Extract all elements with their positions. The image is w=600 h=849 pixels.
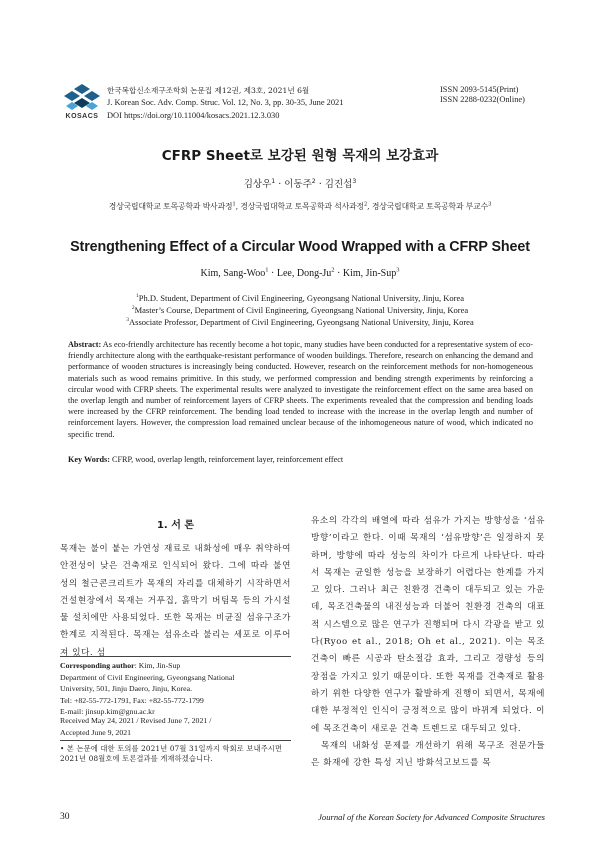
corr-name: : Kim, Jin-Sup xyxy=(134,661,181,670)
affiliations-korean xyxy=(0,201,600,212)
section-heading: 1. 서 론 xyxy=(156,520,195,531)
issn-online: ISSN 2288-0232(Online) xyxy=(440,94,525,104)
affil-en-2: Master’s Course, Department of Civil Engineering, Gyeongsang National University, Jinju, Korea xyxy=(134,305,469,315)
author-2-sup: 2 xyxy=(311,177,316,185)
author-3-sup: 3 xyxy=(352,177,357,185)
affil-ko-2: , 경상국립대학교 토목공학과 석사과정 xyxy=(235,202,364,211)
keywords xyxy=(68,455,533,464)
corr-line: Tel: +82-55-772-1791, Fax: +82-55-772-1799 xyxy=(60,695,204,705)
author-en-2-sup: 2 xyxy=(331,266,335,274)
author-1: 김상우 xyxy=(243,179,272,190)
author-sep: · xyxy=(334,268,343,279)
issn-block xyxy=(440,85,525,104)
abstract xyxy=(68,339,533,440)
body-text-right xyxy=(311,513,545,772)
issn-print: ISSN 2093-5145(Print) xyxy=(440,85,519,94)
abstract-label: Abstract: xyxy=(68,340,102,349)
keywords-label: Key Words: xyxy=(68,455,110,464)
affil-ko-3-sup: 3 xyxy=(488,201,492,208)
title-korean: CFRP Sheet로 보강된 원형 목재의 보강효과 xyxy=(161,148,439,164)
journal-citation xyxy=(107,85,343,122)
doi: DOI https://doi.org/10.11004/kosacs.2021.12.3.030 xyxy=(107,110,280,120)
affil-en-line xyxy=(0,304,600,316)
discussion-note: • 본 논문에 대한 토의를 2021년 07월 31일까지 학회로 보내주시면 2021년 08월호에 토론결과를 게재하겠습니다. xyxy=(60,744,283,764)
corresponding-author xyxy=(60,660,291,718)
affil-en-1: Ph.D. Student, Department of Civil Engineering, Gyeongsang National University, Jinju, Korea xyxy=(138,293,464,303)
accepted-line: Accepted June 9, 2021 xyxy=(60,727,132,737)
affil-en-line xyxy=(0,292,600,304)
author-sep: · xyxy=(268,268,277,279)
received-line: Received May 24, 2021 / Revised June 7, 2021 / xyxy=(60,716,212,725)
affil-en-1-sup: 1 xyxy=(136,293,139,300)
corr-header xyxy=(60,660,291,672)
author-1-sup: 1 xyxy=(271,177,276,185)
note-divider xyxy=(60,740,291,741)
affil-ko-1: 경상국립대학교 토목공학과 박사과정 xyxy=(108,202,233,211)
logo-text: KOSACS xyxy=(65,113,99,120)
received-dates xyxy=(60,715,291,738)
body-text-left: 목재는 불이 붙는 가연성 재료로 내화성에 매우 취약하여 안전성이 낮은 건축재로 인식되어 왔다. 그에 따라 불연성의 철근콘크리트가 목재의 자리를 대체하기 시작하면서 건설현장에서 목재는 거푸집, 흙막기 버팀목 등의 가시설물 설치에만 사용되었다. 또한 목재는 비균질 섬유구조가 한계로 지적된다. 목재는 섬유소라 불리는 세포로 이루어져 있다. 섬 xyxy=(60,544,291,658)
author-en-2: Lee, Dong-Ju xyxy=(276,268,332,279)
affil-en-line xyxy=(0,316,600,328)
author-2: 이동주 xyxy=(284,179,312,190)
affil-ko-3: , 경상국립대학교 토목공학과 부교수 xyxy=(367,202,489,211)
journal-footer: Journal of the Korean Society for Advanced Composite Structures xyxy=(318,812,545,822)
author-en-3-sup: 3 xyxy=(396,266,400,274)
citation-en: J. Korean Soc. Adv. Comp. Struc. Vol. 12, No. 3, pp. 30-35, June 2021 xyxy=(107,98,344,108)
page-number: 30 xyxy=(60,812,70,822)
corr-line: University, 501, Jinju Daero, Jinju, Korea. xyxy=(60,684,193,694)
corr-email: E-mail: jinsup.kim@gnu.ac.kr xyxy=(60,707,155,717)
keywords-text: CFRP, wood, overlap length, reinforcement layer, reinforcement effect xyxy=(109,455,344,464)
title-english: Strengthening Effect of a Circular Wood Wrapped with a CFRP Sheet xyxy=(70,239,530,255)
abstract-text: As eco-friendly architecture has recently become a hot topic, many studies have been conducted for a representative system of eco-friendly architecture along with the earthquake-resistant performance of wooden buildings. Therefore, research on enhancing the demand and performance of wooden structures is increasingly being conducted. However, research on the reinforcement methods for non-homogeneous materials such as wood remains primitive. In this study, we performed compression and bending strength experiments by reinforcing a circular wood with CFRP sheets. The experimental results were analyzed to investigate the reinforcement effect on the same area based on the overlap length and number of reinforcement layers of CFRP sheets. The experiments revealed that the compression and bending loads were increased by the CFRP reinforcement. The bending load tended to increase with the increase in the overlap length and number of reinforcement layers. However, the compression load remained unclear because of the inhomogeneous nature of wood, which indicated no specific trend. xyxy=(68,340,533,439)
affil-en-3-sup: 3 xyxy=(126,317,130,324)
author-3: 김진섭 xyxy=(324,179,353,190)
affiliations-english xyxy=(0,292,600,328)
citation-ko: 한국복합신소재구조학회 논문집 제12권, 제3호, 2021년 6월 xyxy=(107,86,310,95)
author-sep: · xyxy=(315,179,325,190)
author-en-1: Kim, Sang-Woo xyxy=(200,268,266,279)
affil-en-2-sup: 2 xyxy=(131,305,135,312)
affil-ko-1-sup: 1 xyxy=(232,201,236,208)
footnote-divider xyxy=(60,656,291,657)
paragraph: 목재의 내화성 문제를 개선하기 위해 목구조 전문가들은 화재에 강한 특성 지닌 방화석고보드를 목 xyxy=(311,740,545,769)
affil-en-3: Associate Professor, Department of Civil Engineering, Gyeongsang National University, Jinju, Korea xyxy=(129,317,474,327)
affil-ko-2-sup: 2 xyxy=(363,201,368,208)
paragraph: 유소의 각각의 배열에 따라 섬유가 가지는 방향성을 ‘섬유방향’이라고 한다. 이때 목재의 ‘섬유방향’은 일정하지 못하며, 방향에 따라 성능의 차이가 다르게 나타난다. 따라서 목재는 균일한 성능을 보장하기 어렵다는 한계를 가지고 있다. 그러나 최근 친환경 건축이 대두되고 있는 가운데, 목조건축물의 내진성능과 더불어 친환경 건축의 대표적 시스템으로 많은 연구가 진행되며 다시 각광을 받고 있다(Ryoo et al., 2018; Oh et al., 2021). 이는 목조 건축이 빠른 시공과 탄소절감 효과, 그리고 경량성 등의 장점을 가지고 있기 때문이다. 또한 목재를 건축재로 활용하기 위한 다양한 연구가 활발하게 진행이 되면서, 목재에 대한 부정적인 인식이 긍정적으로 많이 바뀌게 되었다. 이에 목조건축이 새로운 건축 트렌드로 대두되고 있다. xyxy=(311,516,545,734)
author-sep: · xyxy=(275,179,285,190)
authors-english xyxy=(0,268,600,279)
corr-line: Department of Civil Engineering, Gyeongsang National xyxy=(60,672,235,682)
authors-korean xyxy=(0,176,600,190)
author-en-3: Kim, Jin-Sup xyxy=(342,268,397,279)
author-en-1-sup: 1 xyxy=(265,266,269,274)
corr-label: Corresponding author xyxy=(60,661,135,670)
